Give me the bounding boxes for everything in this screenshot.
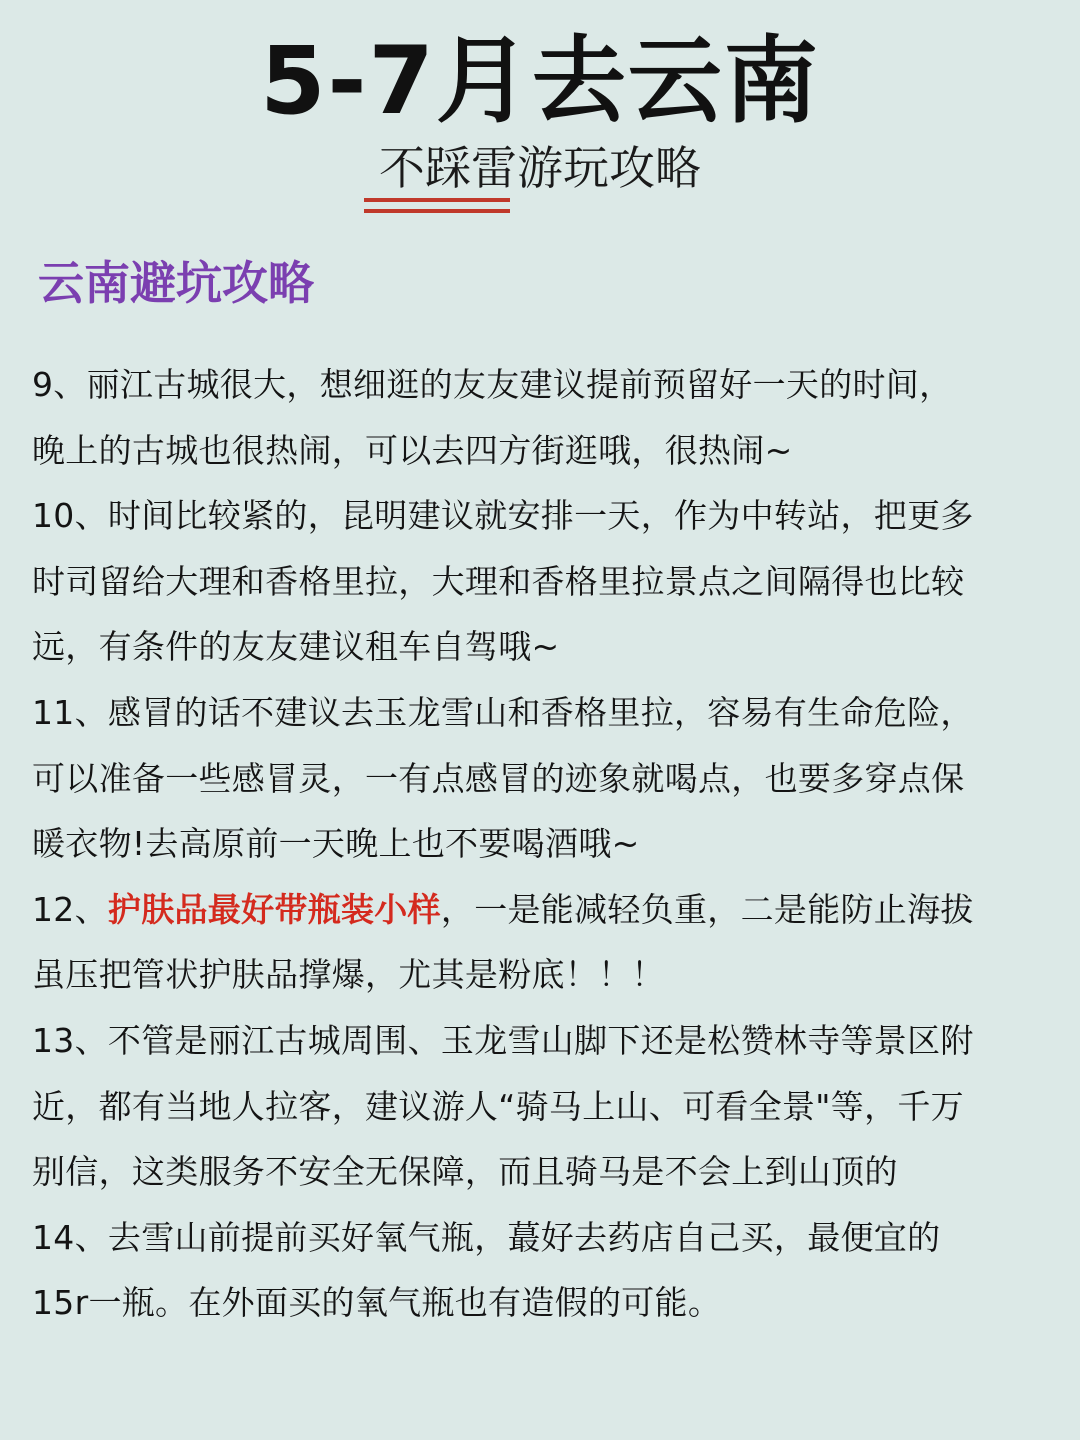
- tip-line: 14、去雪山前提前买好氧气瓶，蕞好去药店自己买，最便宜的: [32, 1217, 941, 1257]
- tips-list: [32, 352, 1072, 1336]
- tip-item: [32, 680, 1072, 877]
- section-heading: 云南避坑攻略: [38, 256, 314, 310]
- tip-line: 暖衣物!去高原前一天晚上也不要喝酒哦~: [32, 824, 640, 864]
- tip-rest: ，一是能减轻负重，二是能防止海拔: [440, 889, 974, 929]
- main-title: 5-7月去云南: [260, 27, 820, 136]
- tip-line: 晚上的古城也很热闹，可以去四方街逛哦，很热闹~: [32, 430, 793, 470]
- subtitle-underline-bottom: [364, 209, 510, 213]
- tip-highlight: 护肤品最好带瓶装小样: [107, 889, 441, 929]
- subtitle: 不踩雷游玩攻略: [379, 141, 701, 195]
- tip-line: 虽压把管状护肤品撑爆，尤其是粉底！！！: [32, 955, 665, 995]
- tip-line: 可以准备一些感冒灵，一有点感冒的迹象就喝点，也要多穿点保: [32, 758, 965, 798]
- tip-item: [32, 1205, 1072, 1336]
- tip-line: 时司留给大理和香格里拉，大理和香格里拉景点之间隔得也比较: [32, 561, 965, 601]
- tip-item: [32, 1008, 1072, 1205]
- tip-item: [32, 483, 1072, 680]
- tip-line: 远，有条件的友友建议租车自驾哦~: [32, 627, 560, 667]
- tip-line: 别信，这类服务不安全无保障，而且骑马是不会上到山顶的: [32, 1152, 898, 1192]
- tip-line: 15r一瓶。在外面买的氧气瓶也有造假的可能。: [32, 1283, 722, 1323]
- tip-item: [32, 352, 1072, 483]
- tip-line: 近，都有当地人拉客，建议游人“骑马上山、可看全景"等，千万: [32, 1086, 964, 1126]
- tip-line: [32, 877, 1072, 943]
- subtitle-underline-top: [364, 198, 510, 202]
- tip-line: 10、时间比较紧的，昆明建议就安排一天，作为中转站，把更多: [32, 496, 974, 536]
- tip-line: 11、感冒的话不建议去玉龙雪山和香格里拉，容易有生命危险，: [32, 692, 974, 732]
- tip-line: 13、不管是丽江古城周围、玉龙雪山脚下还是松赞林寺等景区附: [32, 1020, 974, 1060]
- tip-prefix: 12、: [32, 889, 108, 929]
- tip-item: [32, 877, 1072, 1008]
- tip-line: 9、丽江古城很大，想细逛的友友建议提前预留好一天的时间，: [32, 365, 953, 404]
